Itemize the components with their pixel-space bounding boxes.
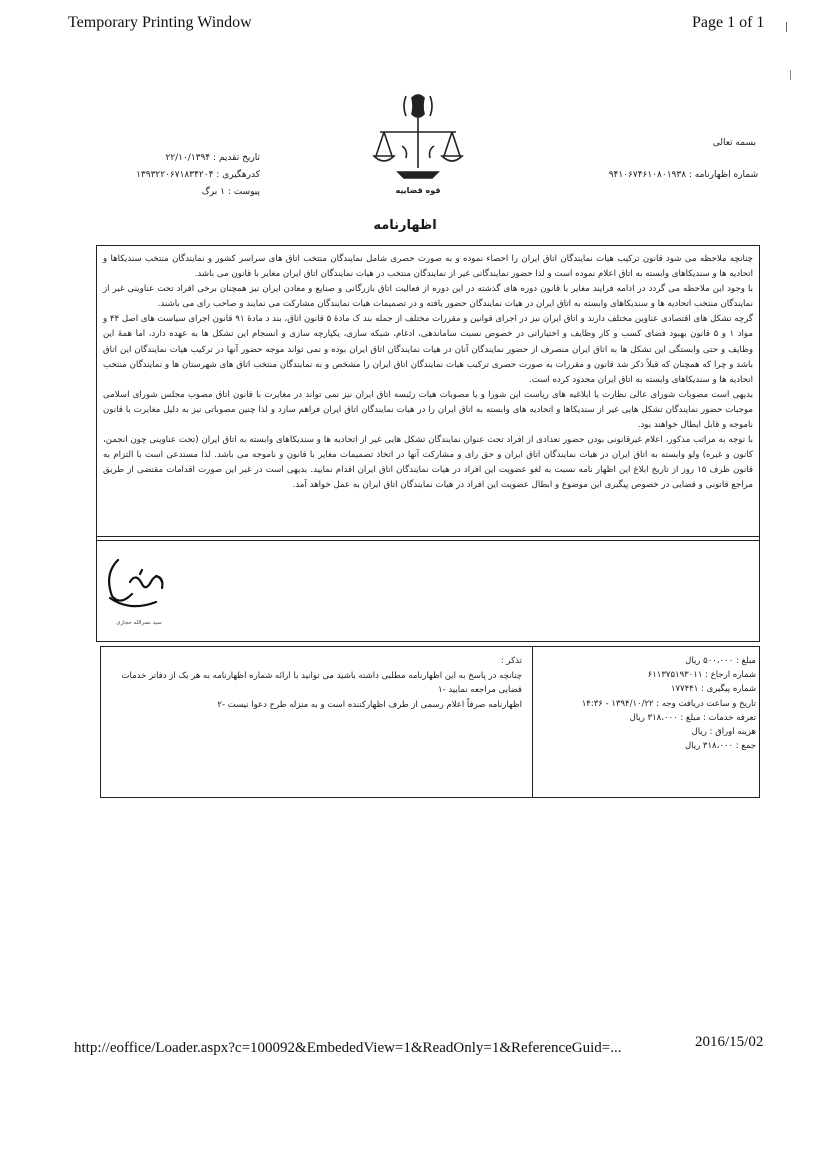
body-paragraph: چنانچه ملاحظه می شود قانون ترکیب هیات نمایندگان اتاق ایران را احصاء نموده و به صورت حصری شامل نمایندگان منتخب اتاق های سراسر کشور و نمایندگان منتخب سندیکاها و اتحادیه ها و سندیکاهای وابسته به اتاق اعلام نموده است و لذا حضور نمایندگانی غیر از نمایندگان منتخب در هیات نمایندگان اتاق ایران مغایر با قانون می باشد. bbox=[103, 254, 753, 280]
body-paragraph: بدیهی است مصوبات شورای عالی نظارت یا ابلاغیه های ریاست این شورا و یا مصوبات هیات رئیسه اتاق ایران نیز نمی تواند در مغایرت با قانون اتاق مصوب مجلس شورای اسلامی موجبات حضور نمایندگان تشکل هایی غیر از سندیکاها و اتحادیه های وابسته به اتاق ایران را در هیات نمایندگان اتاق ایران فراهم سازد و لذا چنین مصوباتی نیز به دلیل مغایرت با قانون ناموجه و قابل ابطال خواهند بود. bbox=[103, 389, 753, 431]
note-item: چنانچه در پاسخ به این اظهارنامه مطلبی داشته باشید می توانید با ارائه شماره اظهارنامه به هر یک از دفاتر خدمات قضایی مراجعه نمایید -۱ bbox=[121, 670, 522, 695]
signer-name: سید نصرالله حجازی bbox=[116, 620, 162, 626]
submission-meta bbox=[136, 150, 260, 201]
window-title: Temporary Printing Window bbox=[68, 14, 252, 31]
payment-datetime: تاریخ و ساعت دریافت وجه : ۱۳۹۴/۱۰/۲۲ - ۱۴:۳۶ bbox=[581, 698, 756, 709]
paper-cost: هزینه اوراق : ریال bbox=[691, 727, 756, 738]
body-paragraph: گرچه تشکل های اقتصادی عناوین مختلف دارند و اتاق ایران نیز در اجرای قوانین و مقررات مختلف از جمله بند ک مادهٔ ۵ قانون اتاق، بند د مادهٔ ۹۱ قانون اجرای سیاست های اصل ۴۴ و مواد ۱ و ۵ قانون بهبود فضای کسب و کار وظایف و اختیاراتی در خصوص نسبت ساماندهی، ادغام، شبکه سازی، یکپارچه سازی و انسجام این تشکل ها به عهده دارد، اما همهٔ این وظایف و حتی وابستگی این تشکل ها به اتاق ایران منصرف از حضور نمایندگان آنان در هیات نمایندگان اتاق ایران بوده و نمی تواند موجه حضور آنها در ترکیب هیات نمایندگان این اتاق باشد و چرا که همچنان که قبلاً ذکر شد قانون و مقررات به صورت حصری ترکیب هیات نمایندگان اتاق ایران را مشخص و به نمایندگان منتخب اتاق های شهرستان ها و نمایندگان منتخب اتحادیه ها و سندیکاهای وابسته به اتاق ایران محدود کرده است. bbox=[103, 314, 753, 385]
note-item: اظهارنامه صرفاً اعلام رسمی از طرف اظهارکننده است و به منزله طرح دعوا نیست -۲ bbox=[217, 699, 522, 710]
footer-date: 2016/15/02 bbox=[695, 1034, 764, 1050]
notes-heading: تذکر : bbox=[500, 656, 522, 666]
tracking-code: کدرهگیری : ۱۳۹۳۲۲۰۶۷۱۸۳۴۲۰۴ bbox=[136, 170, 260, 180]
fee-divider bbox=[532, 646, 533, 798]
declaration-body bbox=[96, 245, 760, 541]
scan-edge-mark bbox=[790, 70, 794, 80]
notes-section bbox=[110, 654, 522, 712]
fee-total: جمع : ۳۱۸،۰۰۰ ریال bbox=[684, 741, 756, 752]
page-indicator: Page 1 of 1 bbox=[692, 14, 765, 31]
body-paragraph: با توجه به مراتب مذکور، اعلام غیرقانونی بودن حضور تعدادی از افراد تحت عنوان نمایندگان تشکل هایی غیر از اتحادیه ها و سندیکاهای وابسته به اتاق ایران (تحت عناوینی چون انجمن، کانون و غیره) ولو وابسته به اتاق ایران در هیات نمایندگان اتاق ایران و حق رای و مشارکت آنها در اتخاذ تصمیمات مغایر با قانون و ناموجه می باشد. لذا مستدعی است با التزام به قانون ظرف ۱۵ روز از تاریخ ابلاغ این اظهار نامه نسبت به لغو عضویت این افراد در هیات نمایندگان اتاق ایران اقدام نمایید. بدیهی است در غیر این صورت اقدامات مقتضی از طریق مراجع قانونی و قضایی در خصوص پیگیری این موضوع و ابطال عضویت این افراد در هیات نمایندگان اتاق ایران به عمل خواهد آمد. bbox=[103, 435, 753, 491]
document-title: اظهارنامه bbox=[373, 218, 437, 233]
fee-details bbox=[538, 654, 756, 753]
service-tariff: تعرفه خدمات : مبلغ : ۳۱۸،۰۰۰ ریال bbox=[629, 712, 756, 723]
scan-edge-mark bbox=[786, 22, 791, 32]
declaration-number: شماره اظهارنامه : ۹۴۱۰۶۷۴۶۱۰۸۰۱۹۳۸ bbox=[608, 170, 758, 180]
scales-of-justice-emblem-icon bbox=[368, 88, 468, 188]
organization-name: قوه قضاییه bbox=[395, 186, 441, 195]
signature-box bbox=[96, 536, 760, 642]
body-paragraph: با وجود این ملاحظه می گردد در ادامه فرایند مغایر با قانون دوره های گذشته در این دوره از فعالیت اتاق بازرگانی و صنایع و معادن ایران نیز همچنان برخی افراد تحت عناوینی غیر از نمایندگان منتخب اتحادیه ها و سندیکاهای وابسته به اتاق ایران در هیات نمایندگان حضور یافته و در تصمیمات هیات نمایندگان مشارکت می نمایند و صاحب رای می باشند. bbox=[103, 284, 753, 310]
footer-url: http://eoffice/Loader.aspx?c=100092&EmbededView=1&ReadOnly=1&ReferenceGuid=... bbox=[74, 1040, 622, 1056]
tracking-number: شماره پیگیری : ۱۷۷۴۴۱ bbox=[670, 684, 756, 695]
fee-amount: مبلغ : ۵۰۰،۰۰۰ ریال bbox=[685, 656, 756, 666]
handwritten-signature bbox=[100, 546, 176, 618]
submission-date: تاریخ تقدیم : ۲۲/۱۰/۱۳۹۴ bbox=[165, 153, 260, 163]
attachment-count: پیوست : ۱ برگ bbox=[201, 187, 260, 197]
invocation: بسمه تعالی bbox=[712, 138, 756, 148]
reference-number: شماره ارجاع : ۶۱۱۳۷۵۱۹۳۰۱۱ bbox=[647, 670, 756, 681]
